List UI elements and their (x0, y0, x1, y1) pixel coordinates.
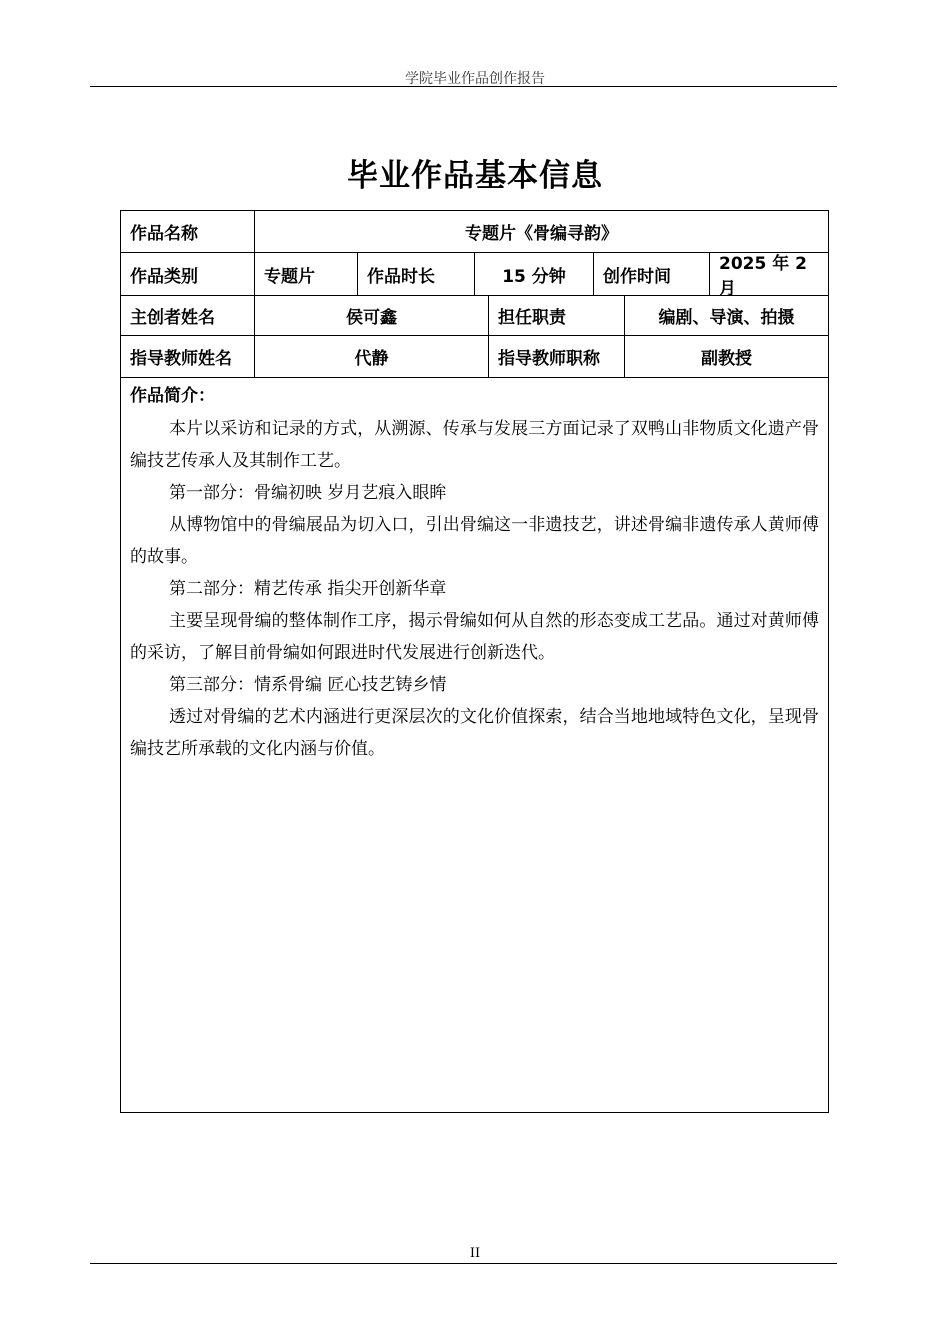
creation-time-label: 创作时间 (593, 253, 709, 295)
advisor-value: 代静 (254, 336, 488, 377)
type-value: 专题片 (254, 253, 357, 295)
advisor-title-label: 指导教师职称 (488, 336, 624, 377)
page-title: 毕业作品基本信息 (347, 158, 603, 194)
creator-value: 侯可鑫 (254, 296, 488, 335)
intro-paragraph: 第一部分：骨编初映 岁月艺痕入眼眸 (169, 483, 447, 503)
header-divider (90, 86, 837, 87)
table-row-type (121, 253, 828, 299)
table-row-creator (121, 296, 828, 336)
footer-divider (90, 1263, 837, 1264)
intro-paragraph: 主要呈现骨编的整体制作工序，揭示骨编如何从自然的形态变成工艺品。通过对黄师傅的采访，了解目前骨编如何跟进时代发展进行创新迭代。 (130, 611, 819, 663)
creation-time-value: 2025 年 2 月 (709, 253, 828, 295)
intro-paragraph: 透过对骨编的艺术内涵进行更深层次的文化价值探索，结合当地地域特色文化，呈现骨编技艺所承载的文化内涵与价值。 (130, 707, 819, 759)
duration-label: 作品时长 (357, 253, 474, 295)
intro-paragraph: 从博物馆中的骨编展品为切入口，引出骨编这一非遗技艺，讲述骨编非遗传承人黄师傅的故事。 (130, 515, 819, 567)
advisor-label: 指导教师姓名 (130, 349, 232, 369)
intro-paragraph: 第二部分：精艺传承 指尖开创新华章 (169, 579, 447, 599)
table-row-name (121, 211, 828, 253)
intro-paragraph: 第三部分：情系骨编 匠心技艺铸乡情 (169, 675, 447, 695)
intro-paragraph: 本片以采访和记录的方式，从溯源、传承与发展三方面记录了双鸭山非物质文化遗产骨编技艺传承人及其制作工艺。 (130, 419, 819, 471)
intro-label: 作品简介： (130, 386, 215, 406)
creator-label: 主创者姓名 (130, 308, 215, 328)
role-label: 担任职责 (488, 296, 624, 335)
table-row-advisor (121, 336, 828, 378)
name-label: 作品名称 (130, 224, 198, 244)
intro-section (121, 378, 828, 765)
name-value: 专题片《骨编寻韵》 (254, 211, 828, 252)
info-table (120, 210, 829, 1113)
type-label: 作品类别 (130, 266, 198, 287)
role-value: 编剧、导演、拍摄 (624, 296, 828, 335)
page-number: II (469, 1246, 481, 1261)
running-header: 学院毕业作品创作报告 (405, 71, 545, 87)
advisor-title-value: 副教授 (624, 336, 828, 377)
duration-value: 15 分钟 (474, 253, 593, 295)
